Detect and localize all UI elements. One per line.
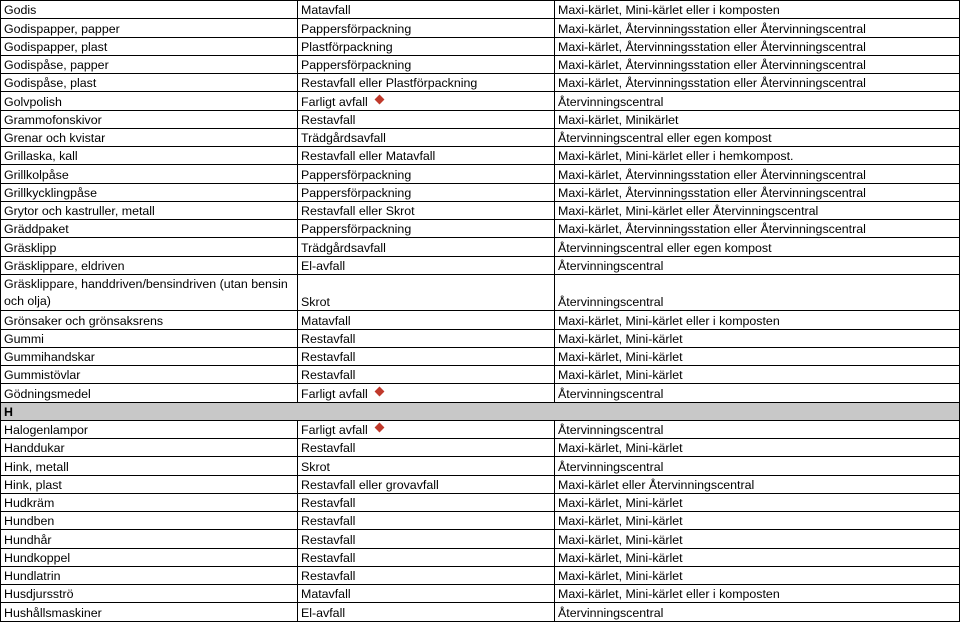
disposal-cell: Maxi-kärlet, Återvinningsstation eller Återvinningscentral	[555, 55, 960, 73]
category-cell	[298, 384, 555, 402]
table-row	[1, 128, 960, 146]
category-cell	[298, 347, 555, 365]
category-cell	[298, 201, 555, 219]
category-cell	[298, 128, 555, 146]
item-cell: Gräsklippare, eldriven	[1, 256, 298, 274]
disposal-cell: Återvinningscentral	[555, 274, 960, 311]
disposal-cell: Maxi-kärlet, Mini-kärlet	[555, 530, 960, 548]
disposal-cell: Maxi-kärlet, Mini-kärlet	[555, 329, 960, 347]
item-cell: Godispåse, plast	[1, 74, 298, 92]
table-row	[1, 55, 960, 73]
table-row	[1, 530, 960, 548]
table-row	[1, 475, 960, 493]
item-cell: Hushållsmaskiner	[1, 603, 298, 621]
category-label: Restavfall	[301, 331, 356, 346]
disposal-cell: Maxi-kärlet, Återvinningsstation eller Återvinningscentral	[555, 165, 960, 183]
disposal-cell: Återvinningscentral eller egen kompost	[555, 128, 960, 146]
table-row	[1, 366, 960, 384]
category-cell	[298, 439, 555, 457]
table-row	[1, 165, 960, 183]
table-row	[1, 92, 960, 110]
category-cell	[298, 311, 555, 329]
table-row	[1, 329, 960, 347]
category-label: El-avfall	[301, 605, 346, 620]
item-cell: Hudkräm	[1, 493, 298, 511]
item-cell: Grillkycklingpåse	[1, 183, 298, 201]
category-label: Farligt avfall	[301, 423, 368, 437]
disposal-cell: Maxi-kärlet, Mini-kärlet eller i komposten	[555, 1, 960, 19]
disposal-cell: Maxi-kärlet, Återvinningsstation eller Återvinningscentral	[555, 37, 960, 55]
category-label: Restavfall	[301, 569, 356, 583]
item-cell: Gummistövlar	[1, 366, 298, 384]
table-row	[1, 256, 960, 274]
category-cell	[298, 92, 555, 110]
disposal-cell: Maxi-kärlet, Återvinningsstation eller Återvinningscentral	[555, 74, 960, 92]
table-row	[1, 183, 960, 201]
disposal-cell: Maxi-kärlet, Återvinningsstation eller Återvinningscentral	[555, 19, 960, 37]
category-cell	[298, 274, 555, 311]
item-cell: Grenar och kvistar	[1, 128, 298, 146]
table-row	[1, 74, 960, 92]
table-row	[1, 347, 960, 365]
item-cell: Husdjursströ	[1, 585, 298, 603]
category-label: Farligt avfall	[301, 94, 368, 109]
item-cell: Godispapper, papper	[1, 19, 298, 37]
category-label: Restavfall	[301, 368, 356, 383]
disposal-cell: Återvinningscentral	[555, 256, 960, 274]
table-row	[1, 220, 960, 238]
table-body	[1, 1, 960, 622]
category-cell	[298, 19, 555, 37]
category-cell	[298, 165, 555, 183]
disposal-cell: Maxi-kärlet, Återvinningsstation eller Återvinningscentral	[555, 183, 960, 201]
table-row	[1, 19, 960, 37]
category-cell	[298, 530, 555, 548]
category-label: Restavfall	[301, 441, 356, 456]
disposal-cell: Maxi-kärlet, Mini-kärlet eller i komposten	[555, 585, 960, 603]
category-cell	[298, 329, 555, 347]
item-cell: Handdukar	[1, 439, 298, 457]
category-cell	[298, 512, 555, 530]
category-label: Restavfall	[301, 112, 356, 127]
category-label: Matavfall	[301, 313, 351, 328]
table-row	[1, 201, 960, 219]
disposal-cell: Återvinningscentral eller egen kompost	[555, 238, 960, 256]
item-cell: Hundben	[1, 512, 298, 530]
disposal-cell: Maxi-kärlet, Återvinningsstation eller Återvinningscentral	[555, 220, 960, 238]
item-cell: Grönsaker och grönsaksrens	[1, 311, 298, 329]
table-row	[1, 512, 960, 530]
table-row	[1, 274, 960, 311]
disposal-cell: Maxi-kärlet, Mini-kärlet	[555, 439, 960, 457]
category-label: Restavfall	[301, 514, 356, 529]
category-label: Matavfall	[301, 3, 351, 18]
disposal-cell: Maxi-kärlet, Mini-kärlet	[555, 548, 960, 566]
disposal-cell: Återvinningscentral	[555, 420, 960, 438]
category-label: Trädgårdsavfall	[301, 131, 386, 145]
disposal-cell: Maxi-kärlet, Minikärlet	[555, 110, 960, 128]
category-cell	[298, 256, 555, 274]
item-cell: Hundlatrin	[1, 566, 298, 584]
category-label: Pappersförpackning	[301, 58, 412, 72]
hazard-diamond-icon	[374, 423, 384, 433]
item-cell: Golvpolish	[1, 92, 298, 110]
category-label: Matavfall	[301, 587, 351, 602]
table-row	[1, 37, 960, 55]
item-cell: Gräsklippare, handdriven/bensindriven (utan bensin och olja)	[1, 274, 298, 311]
hazard-diamond-icon	[374, 94, 384, 104]
table-row	[1, 110, 960, 128]
category-label: Restavfall	[301, 532, 356, 547]
disposal-cell: Maxi-kärlet, Mini-kärlet eller Återvinningscentral	[555, 201, 960, 219]
disposal-cell: Maxi-kärlet, Mini-kärlet eller i komposten	[555, 311, 960, 329]
category-label: Plastförpackning	[301, 39, 393, 54]
table-row	[1, 439, 960, 457]
table-row	[1, 457, 960, 475]
category-cell	[298, 366, 555, 384]
disposal-cell: Återvinningscentral	[555, 457, 960, 475]
table-row	[1, 1, 960, 19]
item-cell: Gödningsmedel	[1, 384, 298, 402]
item-cell: Hink, metall	[1, 457, 298, 475]
disposal-cell: Återvinningscentral	[555, 603, 960, 621]
category-cell	[298, 74, 555, 92]
category-cell	[298, 566, 555, 584]
table-row	[1, 603, 960, 621]
table-row	[1, 566, 960, 584]
category-label: Restavfall eller Skrot	[301, 204, 415, 218]
category-label: Restavfall	[301, 350, 356, 364]
table-row	[1, 311, 960, 329]
category-label: Restavfall eller grovavfall	[301, 477, 439, 492]
item-cell: Gummi	[1, 329, 298, 347]
category-cell	[298, 457, 555, 475]
category-cell	[298, 585, 555, 603]
table-row	[1, 420, 960, 438]
category-cell	[298, 220, 555, 238]
category-cell	[298, 1, 555, 19]
category-cell	[298, 548, 555, 566]
table-row	[1, 238, 960, 256]
table-row	[1, 384, 960, 402]
category-cell	[298, 475, 555, 493]
section-header-row	[1, 402, 960, 420]
item-cell: Godispapper, plast	[1, 37, 298, 55]
disposal-cell: Maxi-kärlet, Mini-kärlet	[555, 347, 960, 365]
item-cell: Grammofonskivor	[1, 110, 298, 128]
item-cell: Godispåse, papper	[1, 55, 298, 73]
disposal-cell: Maxi-kärlet, Mini-kärlet	[555, 493, 960, 511]
category-label: Restavfall eller Matavfall	[301, 149, 436, 164]
category-label: El-avfall	[301, 258, 346, 273]
section-letter: H	[1, 402, 960, 420]
category-label: Pappersförpackning	[301, 167, 412, 182]
category-cell	[298, 183, 555, 201]
category-cell	[298, 420, 555, 438]
disposal-cell: Maxi-kärlet, Mini-kärlet	[555, 512, 960, 530]
table-row	[1, 493, 960, 511]
category-label: Skrot	[301, 295, 330, 310]
hazard-diamond-icon	[374, 386, 384, 396]
item-cell: Gummihandskar	[1, 347, 298, 365]
category-cell	[298, 37, 555, 55]
category-label: Trädgårdsavfall	[301, 240, 386, 255]
table-row	[1, 585, 960, 603]
item-cell: Grytor och kastruller, metall	[1, 201, 298, 219]
disposal-cell: Återvinningscentral	[555, 92, 960, 110]
disposal-cell: Återvinningscentral	[555, 384, 960, 402]
category-label: Pappersförpackning	[301, 222, 412, 237]
category-label: Pappersförpackning	[301, 185, 412, 200]
item-cell: Halogenlampor	[1, 420, 298, 438]
disposal-cell: Maxi-kärlet, Mini-kärlet eller i hemkompost.	[555, 147, 960, 165]
category-cell	[298, 493, 555, 511]
category-cell	[298, 110, 555, 128]
disposal-cell: Maxi-kärlet, Mini-kärlet	[555, 566, 960, 584]
item-cell: Grillaska, kall	[1, 147, 298, 165]
item-cell: Gräddpaket	[1, 220, 298, 238]
category-cell	[298, 147, 555, 165]
category-label: Skrot	[301, 459, 330, 474]
category-cell	[298, 55, 555, 73]
category-cell	[298, 603, 555, 621]
item-cell: Hundkoppel	[1, 548, 298, 566]
category-label: Restavfall	[301, 496, 356, 510]
category-label: Farligt avfall	[301, 386, 368, 401]
category-label: Restavfall	[301, 550, 356, 565]
category-label: Restavfall eller Plastförpackning	[301, 76, 478, 91]
disposal-cell: Maxi-kärlet eller Återvinningscentral	[555, 475, 960, 493]
category-label: Pappersförpackning	[301, 21, 412, 36]
category-cell	[298, 238, 555, 256]
item-cell: Hundhår	[1, 530, 298, 548]
disposal-cell: Maxi-kärlet, Mini-kärlet	[555, 366, 960, 384]
table-row	[1, 548, 960, 566]
item-cell: Hink, plast	[1, 475, 298, 493]
item-cell: Gräsklipp	[1, 238, 298, 256]
item-cell: Godis	[1, 1, 298, 19]
item-cell: Grillkolpåse	[1, 165, 298, 183]
table-row	[1, 147, 960, 165]
